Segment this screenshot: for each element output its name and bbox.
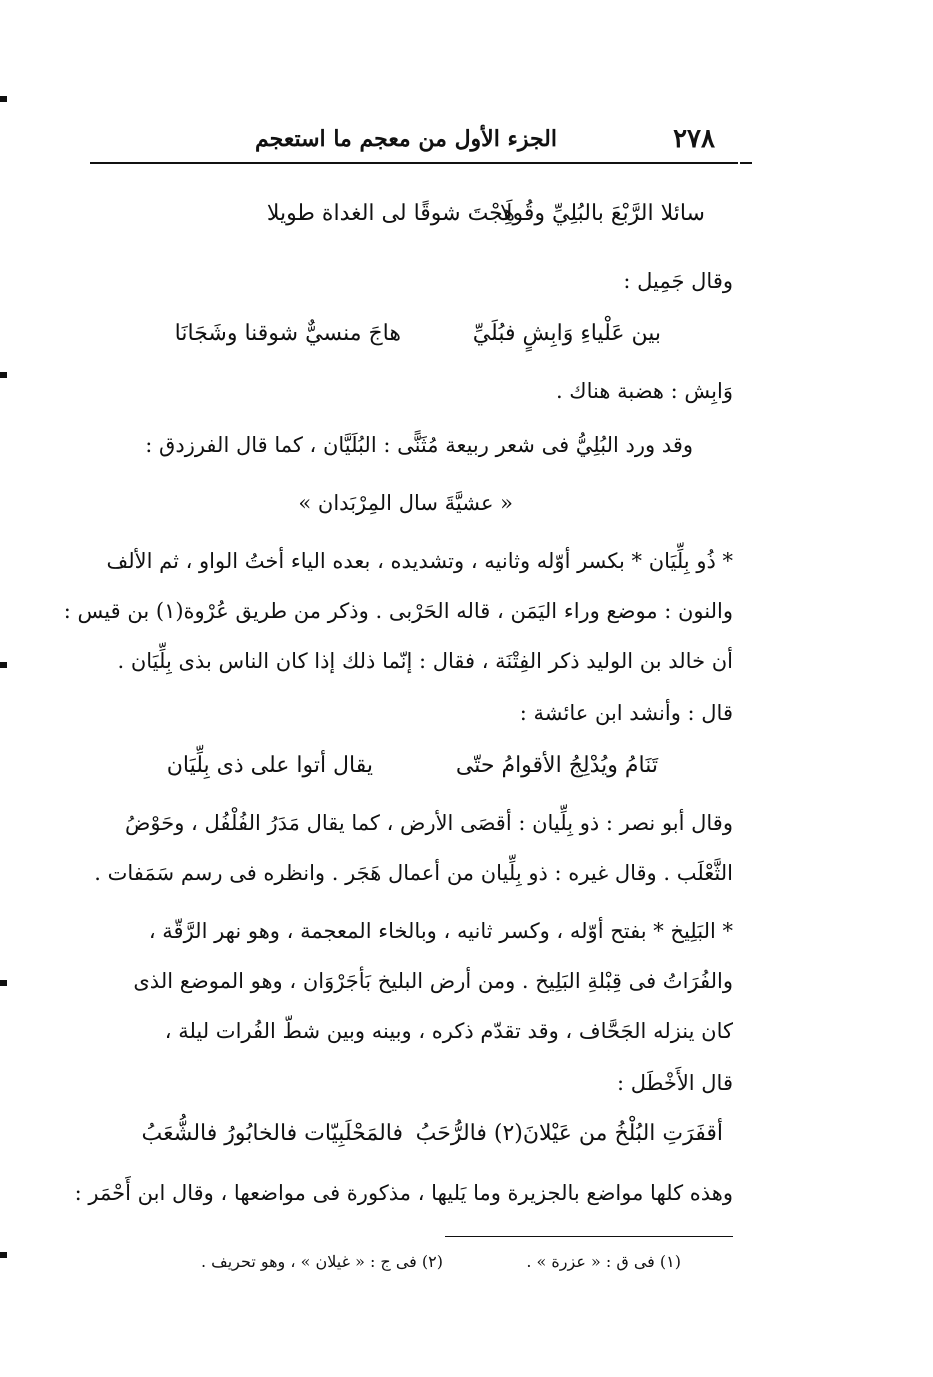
verse-hemistich: فالمَحْلَبِيّات فالخابُورُ فالشُّعَبُ: [141, 1121, 403, 1146]
text-line: والنون : موضع وراء اليَمَن ، قاله الحَرْبى . وذكر من طريق عُرْوة(١) بن قيس :: [63, 599, 733, 623]
text-line: * ذُو بِلِّيَان * بكسر أوّله وثانيه ، وتشديده ، بعده الياء أختُ الواو ، ثم الألف: [106, 549, 733, 573]
footnote: (٢) فى ج : « غيلان » ، وهو تحريف .: [200, 1252, 443, 1271]
scan-edge-mark: [0, 1252, 7, 1258]
scan-edge-mark: [0, 980, 7, 986]
text-line: وَابِش : هضبة هناك .: [555, 379, 733, 403]
text-line: * البَلِيخ * بفتح أوّله ، وكسر ثانيه ، وبالخاء المعجمة ، وهو نهر الرَّقّة ،: [148, 919, 733, 943]
text-line: وقال أبو نصر : ذو بِلِّيان : أقصَى الأرض ، كما يقال مَدَرُ الفُلْفُل ، وحَوْضُ: [125, 811, 733, 835]
verse-hemistich: تَنَامُ ويُدْلِجُ الأقوامُ حتّى: [455, 753, 658, 778]
text-line: وقال جَمِيل :: [623, 269, 733, 293]
text-line: قال : وأنشد ابن عائشة :: [519, 701, 733, 725]
scan-edge-mark: [0, 662, 7, 668]
text-line: أن خالد بن الوليد ذكر الفِتْنَة ، فقال : إنّما ذلك إذا كان الناس بذى بِلِّيَان .: [117, 649, 733, 673]
scan-edge-mark: [0, 96, 7, 102]
verse-hemistich: هِجْتَ شوقًا لى الغداة طويلا: [266, 201, 515, 226]
text-line: كان ينزله الجَحَّاف ، وقد تقدّم ذكره ، وبينه وبين شطّ الفُرات ليلة ،: [164, 1019, 733, 1043]
text-line: قال الأَخْطَل :: [616, 1071, 733, 1095]
page-header: [90, 118, 745, 158]
verse-hemistich: هاجَ منسيٌّ شوقنا وشَجَانَا: [174, 321, 401, 346]
verse-hemistich: بين عَلْياءِ وَابِشٍ فبُلَيِّ: [472, 321, 661, 346]
text-line: الثَّعْلَب . وقال غيره : ذو بِلِّيان من أعمال هَجَر . وانظره فى رسم سَمَفات .: [94, 861, 733, 885]
footnote: (١) فى ق : « عزرة » .: [526, 1252, 681, 1271]
running-title: الجزء الأول من معجم ما استعجم: [255, 126, 557, 152]
footnote-rule: [445, 1236, 733, 1237]
scan-edge-mark: [0, 372, 7, 378]
text-line: والفُرَاتُ فى قِبْلةِ البَلِيخ . ومن أرض البليخ بَأجَرْوَان ، وهو الموضع الذى: [133, 969, 733, 993]
text-line: وقد ورد البُلِيُّ فى شعر ربيعة مُثَنًّى : البُلَيَّان ، كما قال الفرزدق :: [145, 433, 693, 457]
verse-hemistich: سائلا الرَّبْعَ بالبُلِيِّ وقُولَا: [500, 201, 705, 226]
header-rule: [90, 162, 738, 164]
page-number: ٢٧٨: [673, 124, 715, 154]
header-rule-tail: [740, 162, 752, 164]
text-line: وهذه كلها مواضع بالجزيرة وما يَليها ، مذكورة فى مواضعها ، وقال ابن أَحْمَر :: [74, 1181, 733, 1205]
verse-hemistich: يقال أتوا على ذى بِلِّيَان: [166, 753, 373, 778]
verse-hemistich: أقفَرَتِ البُلْخُ من عَيْلانَ(٢) فالرُّحَبُ: [415, 1121, 723, 1146]
text-line: « عشيَّةَ سال المِرْبَدان »: [298, 491, 513, 515]
